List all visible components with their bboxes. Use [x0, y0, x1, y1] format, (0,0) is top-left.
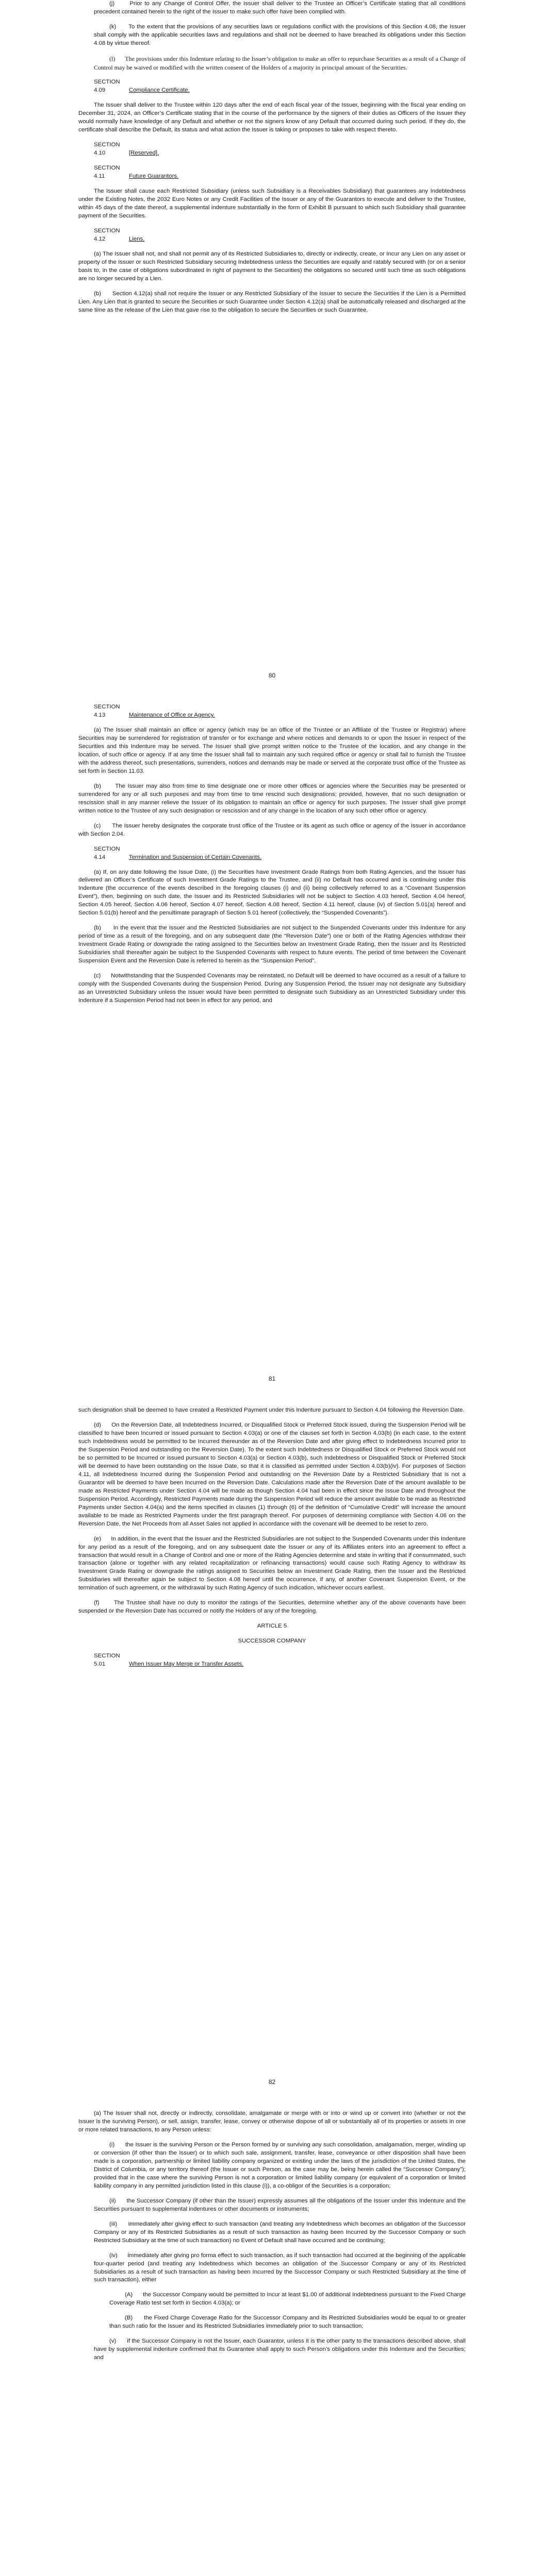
page-number: 81 [268, 1375, 276, 1383]
paragraph: (b) In the event that the Issuer and the Restricted Subsidiaries are not subject to the Suspended Covenants under this Indenture for any period of time as a result of the foregoing, and on any subsequent date (the “Reversion Date”) one or both of the Rating Agencies withdraw their Investment Grade Rating or downgrade the rating assigned to the Securities below an Investment Grade Rating, then the Issuer and its Restricted Subsidiaries shall thereafter again be subject to the Suspended Covenants with respect to future events. The period of time between the Covenant Suspension Event and the Reversion Date is referred to herein as the “Suspension Period”. [78, 925, 466, 964]
page-content [78, 1406, 466, 1669]
paragraph: The Issuer shall cause each Restricted Subsidiary (unless such Subsidiary is a Receivables Subsidiary) that guarantees any Indebtedness under the Existing Notes, the 2032 Euro Notes or any Credit Facilities of the Issuer or any of the Guarantors to execute and deliver to the Trustee, within 45 days of the date thereof, a supplemental indenture substantially in the form of Exhibit B pursuant to which such Subsidiary shall guarantee payment of the Securities. [78, 188, 466, 219]
section-heading [78, 227, 466, 244]
section-number: SECTION 4.09 [94, 79, 120, 94]
section-heading [78, 703, 466, 720]
section-title: Future Guarantors. [129, 173, 179, 180]
page-content [78, 2110, 466, 2362]
section-number: SECTION 5.01 [94, 1653, 120, 1668]
section-title: Maintenance of Office or Agency. [129, 711, 215, 718]
paragraph: (j) Prior to any Change of Control Offer, the Issuer shall deliver to the Trustee an Officer’s Certificate stating that all conditions precedent contained herein to the right of the Issuer to make such offer have been complied with. [94, 1, 466, 15]
paragraph: (a) The Issuer shall not, directly or indirectly, consolidate, amalgamate or merge with or into or wind up or convert into (whether or not the Issuer is the surviving Person), or sell, assign, transfer, lease, convey or otherwise dispose of all or substantially all of its properties or assets in one or more related transactions, to any Person unless: [78, 2110, 466, 2133]
section-number: SECTION 4.14 [94, 845, 120, 860]
paragraph: (c) The Issuer hereby designates the corporate trust office of the Trustee or its agent as such office or agency of the Issuer in accordance with Section 2.04. [78, 822, 466, 837]
page-number: 80 [268, 672, 276, 680]
paragraph: (e) In addition, in the event that the Issuer and the Restricted Subsidiaries are not subject to the Suspended Covenants under this Indenture for any period as a result of the foregoing, and on any subsequent date the Issuer or any of its Affiliates enters into an agreement to effect a transaction that would result in a Change of Control and one or more of the Rating Agencies determine and state in writing that if consummated, such transaction (alone or together with any related recapitalization or refinancing transactions) would cause such Rating Agency to withdraw its Investment Grade Rating or downgrade the ratings assigned to Securities below an Investment Grade Rating, then the Issuer and the Restricted Subsidiaries will thereafter again be subject to Section 4.08 hereof until the occurrence, if any, of another Covenant Suspension Event, or the termination of such agreement, or the withdrawal by such Rating Agency of such indication, whichever occurs earliest. [78, 1535, 466, 1591]
paragraph: (k) To the extent that the provisions of any securities laws or regulations conflict with the provisions of this Section 4.08, the Issuer shall comply with the applicable securities laws and regulations and shall not be deemed to have breached its obligations under this Section 4.08 by virtue thereof. [94, 23, 466, 46]
section-number: SECTION 4.10 [94, 142, 120, 157]
paragraph: (iv) immediately after giving pro forma effect to such transaction, as if such transaction had occurred at the beginning of the applicable four-quarter period (and treating any Indebtedness which becomes an obligation of the Successor Company or any of its Restricted Subsidiaries as a result of such transaction as having been Incurred by the Successor Company or such Restricted Subsidiary at the time of such transaction), either [94, 2252, 466, 2283]
section-heading [78, 164, 466, 181]
paragraph: (b) Section 4.12(a) shall not require the Issuer or any Restricted Subsidiary of the Issuer to secure the Securities if the Lien is a Permitted Lien. Any Lien that is granted to secure the Securities or such Guarantee under Section 4.12(a) shall be automatically released and discharged at the same time as the release of the Lien that gave rise to the obligation to secure the Securities or such Guarantee. [78, 290, 466, 313]
section-number: SECTION 4.12 [94, 228, 120, 242]
paragraph: (a) The Issuer shall not, and shall not permit any of its Restricted Subsidiaries to, directly or indirectly, create, or Incur any Lien on any asset or property of the Issuer or such Restricted Subsidiary securing Indebtedness unless the Securities are equally and ratably secured with (or on a senior basis to, in the case of obligations subordinated in right of payment to the Securities) the obligations so secured until such time as such obligations are no longer secured by a Lien. [78, 250, 466, 282]
page-number: 82 [268, 2078, 276, 2086]
section-heading [78, 78, 466, 95]
paragraph: (a) If, on any date following the Issue Date, (i) the Securities have Investment Grade Ratings from both Rating Agencies, and the Issuer has delivered an Officer’s Certificate of such Investment Grade Ratings to the Trustee, and (ii) no Default has occurred and is continuing under this Indenture (the occurrence of the events described in the foregoing clauses (i) and (ii) being collectively referred to as a “Covenant Suspension Event”), then, beginning on such date, the Issuer and its Restricted Subsidiaries will not be subject to Section 4.03 hereof, Section 4.04 hereof, Section 4.05 hereof, Section 4.06 hereof, Section 4.07 hereof, Section 4.08 hereof, Section 4.11 hereof, clause (iv) of Section 5.01(a) hereof and Section 5.01(b) hereof and the penultimate paragraph of Section 5.01 hereof (collectively, the “Suspended Covenants”). [78, 869, 466, 917]
document-page [0, 1406, 544, 2110]
paragraph: such designation shall be deemed to have created a Restricted Payment under this Indenture pursuant to Section 4.04 following the Reversion Date. [78, 1407, 465, 1413]
section-title: Compliance Certificate. [129, 87, 190, 94]
paragraph: (v) if the Successor Company is not the Issuer, each Guarantor, unless it is the other party to the transactions described above, shall have by supplemental indenture confirmed that its Guarantee shall apply to such Person’s obligations under this Indenture and the Securities; and [94, 2338, 466, 2361]
paragraph: (B) the Fixed Charge Coverage Ratio for the Successor Company and its Restricted Subsidiaries would be equal to or greater than such ratio for the Issuer and its Restricted Subsidiaries immediately prior to such transaction; [109, 2315, 466, 2330]
document-page [0, 0, 544, 703]
paragraph: (d) On the Reversion Date, all Indebtedness Incurred, or Disqualified Stock or Preferred Stock issued, during the Suspension Period will be classified to have been Incurred or issued pursuant to Section 4.03(a) or one of the clauses set forth in Section 4.03(b) (in each case, to the extent such Indebtedness would be permitted to be Incurred thereunder as of the Reversion Date and after giving effect to Indebtedness Incurred prior to the Suspension Period and outstanding on the Reversion Date). To the extent such Indebtedness or Disqualified Stock or Preferred Stock would not be so permitted to be Incurred or issued pursuant to Section 4.03(a) or Section 4.03(b), such Indebtedness or Disqualified Stock or Preferred Stock will be deemed to have been outstanding on the Issue Date, so that it is classified as permitted under Section 4.03(b)(iv). For purposes of Section 4.11, all Indebtedness Incurred during the Suspension Period and outstanding on the Reversion Date by a Restricted Subsidiary that is not a Guarantor will be deemed to have been Incurred on the Reversion Date. Calculations made after the Reversion Date of the amount available to be made as Restricted Payments under Section 4.04 will be made as though Section 4.04 had been in effect since the Issue Date and throughout the Suspension Period. Accordingly, Restricted Payments made during the Suspension Period will reduce the amount available to be made as Restricted Payments under Section 4.04(a) and the items specified in clauses (1) through (6) of the definition of “Cumulative Credit” will increase the amount available to be made as Restricted Payments under the first paragraph thereof. For purposes of determining compliance with Section 4.06 on the Reversion Date, the Net Proceeds from all Asset Sales not applied in accordance with the covenant will be deemed to be reset to zero. [78, 1421, 466, 1527]
paragraph: (f) The Trustee shall have no duty to monitor the ratings of the Securities, determine whether any of the above covenants have been suspended or the Reversion Date has occurred or notify the Holders of any of the foregoing. [78, 1600, 466, 1615]
section-title: When Issuer May Merge or Transfer Assets. [129, 1661, 244, 1668]
page-content [78, 0, 466, 315]
paragraph: The Issuer shall deliver to the Trustee within 120 days after the end of each fiscal year of the Issuer, beginning with the fiscal year ending on December 31, 2024, an Officer’s Certificate stating that in the course of the performance by the signers of their duties as Officers of the Issuer they would normally have knowledge of any Default and whether or not the signers know of any Default that occurred during such period. If they do, the certificate shall describe the Default, its status and what action the Issuer is taking or proposes to take with respect thereto. [78, 102, 466, 133]
section-heading [78, 141, 466, 158]
paragraph: (b) The Issuer may also from time to time designate one or more other offices or agencies where the Securities may be presented or surrendered for any or all such purposes and may from time to time rescind such designations; provided, however, that no such designation or rescission shall in any manner relieve the Issuer of its obligation to maintain an office or agency for such purposes. The Issuer shall give prompt written notice to the Trustee of any such designation or rescission and of any change in the location of any such other office or agency. [78, 783, 466, 814]
section-title: Liens. [129, 235, 145, 242]
section-number: SECTION 4.13 [94, 704, 120, 718]
paragraph: (c) Notwithstanding that the Suspended Covenants may be reinstated, no Default will be deemed to have occurred as a result of a failure to comply with the Suspended Covenants during the Suspension Period. During any Suspension Period, the Issuer may not designate any Subsidiary as an Unrestricted Subsidiary unless the Issuer would have been permitted to designate such Subsidiary as an Unrestricted Subsidiary under this Indenture if a Suspension Period had not been in effect for any period, and [78, 973, 466, 1004]
paragraph: (i) the Issuer is the surviving Person or the Person formed by or surviving any such consolidation, amalgamation, merger, winding up or conversion (if other than the Issuer) or to which such sale, assignment, transfer, lease, conveyance or other disposition shall have been made is a corporation, partnership or limited liability company organized or existing under the laws of the jurisdiction of the United States, the District of Columbia, or any territory thereof (the Issuer or such Person, as the case may be, being herein called the “Successor Company”); provided that in the case where the surviving Person is not a corporation or limited liability company (or equivalent of a corporation or limited liability company in any permitted jurisdiction listed in this clause (i)), a co-obligor of the Securities is a corporation; [94, 2141, 466, 2189]
paragraph: (l) The provisions under this Indenture relating to the Issuer’s obligation to make an offer to repurchase Securities as a result of a Change of Control may be waived or modified with the written consent of the Holders of a majority in principal amount of the Securities. [94, 55, 466, 71]
document-page [0, 2110, 544, 2576]
section-heading [78, 845, 466, 862]
section-title: Termination and Suspension of Certain Covenants. [129, 854, 262, 860]
document-page [0, 703, 544, 1406]
paragraph: (ii) the Successor Company (if other than the Issuer) expressly assumes all the obligations of the Issuer under this Indenture and the Securities pursuant to supplemental indentures or other documents or instruments; [94, 2197, 466, 2212]
paragraph: (A) the Successor Company would be permitted to Incur at least $1.00 of additional Indebtedness pursuant to the Fixed Charge Coverage Ratio test set forth in Section 4.03(a); or [109, 2292, 466, 2307]
paragraph: (iii) immediately after giving effect to such transaction (and treating any Indebtedness which becomes an obligation of the Successor Company or any of its Restricted Subsidiaries as a result of such transaction as having been Incurred by the Successor Company or such Restricted Subsidiary at the time of such transaction) no Event of Default shall have occurred and be continuing; [94, 2221, 466, 2244]
article-heading: SUCCESSOR COMPANY [238, 1638, 306, 1645]
section-title: [Reserved]. [129, 150, 159, 157]
paragraph: (a) The Issuer shall maintain an office or agency (which may be an office of the Trustee or an Affiliate of the Trustee or Registrar) where Securities may be surrendered for registration of transfer or for exchange and where notices and demands to or upon the Issuer in respect of the Securities and this Indenture may be served. The Issuer shall give prompt written notice to the Trustee of the location, and any change in the location, of such office or agency. If at any time the Issuer shall fail to maintain any such required office or agency or shall fail to furnish the Trustee with the address thereof, such presentations, surrenders, notices and demands may be made or served at the corporate trust office of the Trustee as set forth in Section 11.03. [78, 726, 466, 774]
section-heading [78, 1652, 466, 1669]
page-content [78, 703, 466, 1005]
section-number: SECTION 4.11 [94, 165, 120, 180]
article-heading: ARTICLE 5 [257, 1623, 287, 1630]
